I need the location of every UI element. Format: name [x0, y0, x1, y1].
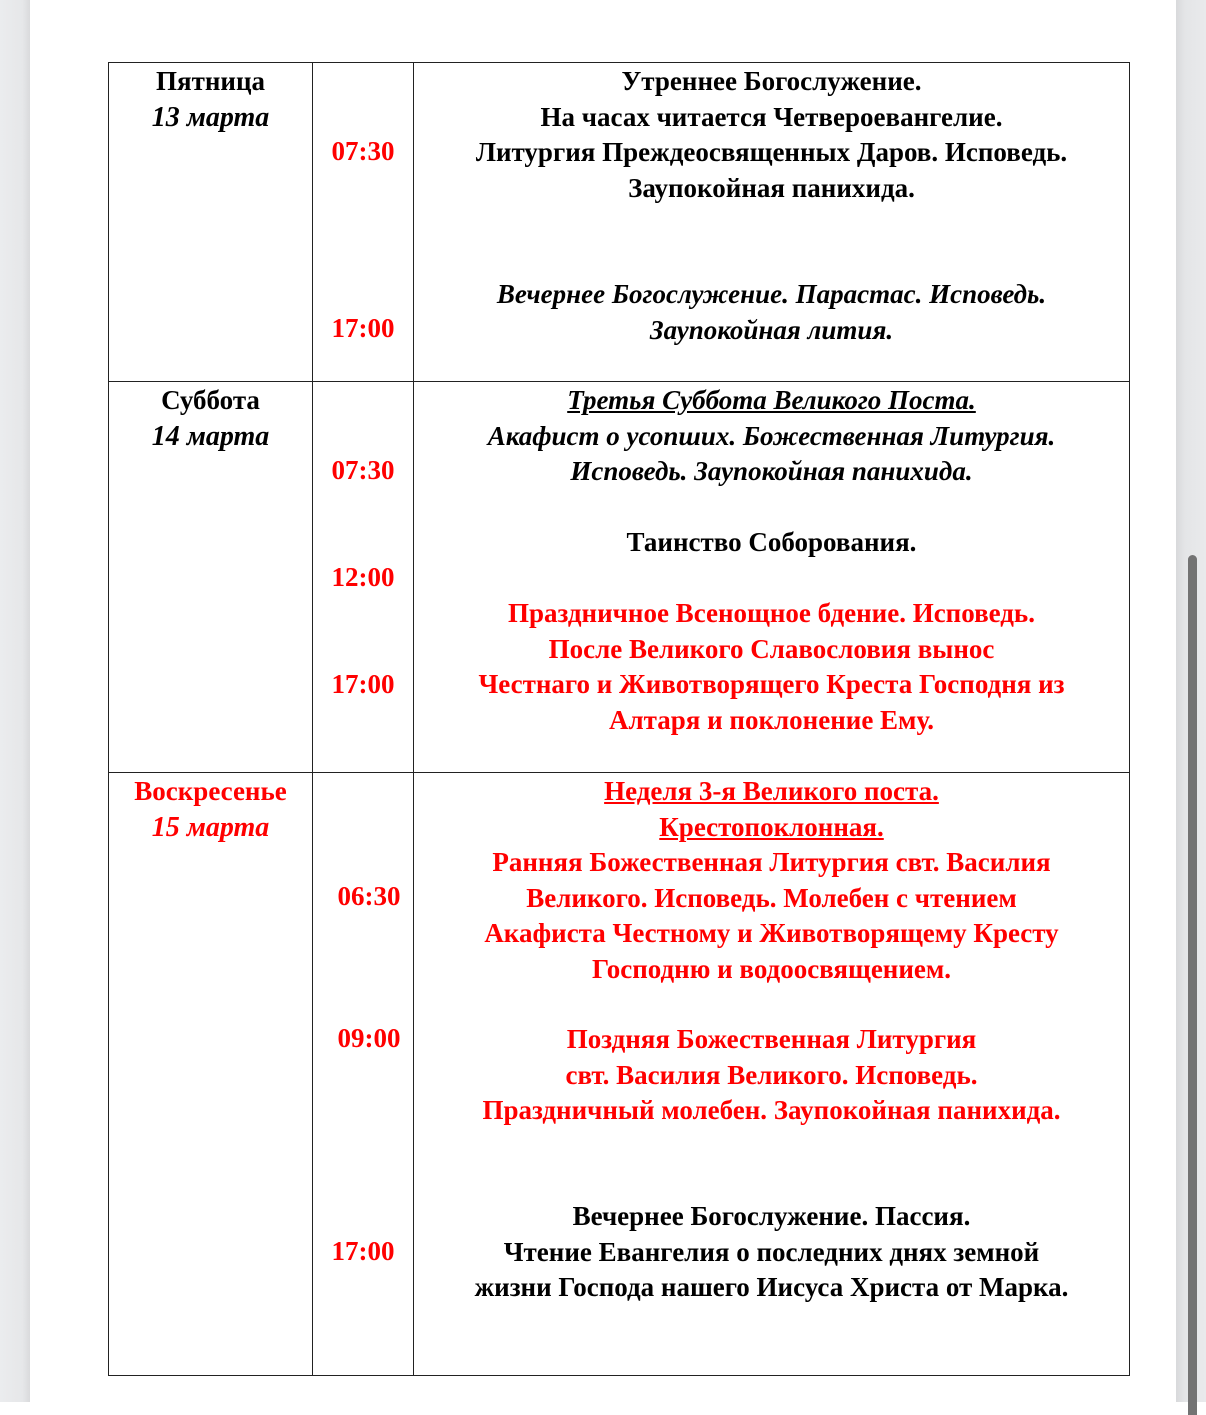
schedule-table	[108, 62, 1130, 1376]
service-block	[414, 1022, 1129, 1129]
service-line: жизни Господа нашего Иисуса Христа от Марка.	[474, 1272, 1069, 1302]
service-line: свт. Василия Великого. Исповедь.	[565, 1059, 978, 1090]
schedule-row-friday	[109, 63, 1130, 382]
service-line: Праздничное Всенощное бдение. Исповедь.	[508, 598, 1035, 628]
service-description-cell	[414, 382, 1130, 773]
scrollbar-thumb[interactable]	[1188, 555, 1197, 1415]
service-description-cell	[414, 773, 1130, 1376]
service-line: Великого. Исповедь. Молебен с чтением	[526, 882, 1017, 913]
time-cell	[313, 63, 414, 382]
heading-line: Неделя 3-я Великого поста.	[604, 776, 939, 806]
service-time: 07:30	[331, 136, 395, 166]
service-block	[414, 277, 1129, 348]
service-line: Поздняя Божественная Литургия	[566, 1024, 977, 1054]
service-time: 06:30	[337, 881, 401, 911]
service-line: Честнаго и Животворящего Креста Господня из	[478, 669, 1065, 699]
service-line: На часах читается Четвероевангелие.	[540, 101, 1003, 132]
service-line: Заупокойная панихида.	[628, 172, 915, 203]
day-date: 13 марта	[151, 101, 270, 133]
service-line: Вечернее Богослужение. Пассия.	[572, 1201, 971, 1231]
service-block	[414, 525, 1129, 561]
day-name: Пятница	[155, 66, 266, 96]
day-name: Воскресенье	[134, 776, 287, 806]
service-line: Ранняя Божественная Литургия свт. Василия	[492, 847, 1051, 877]
service-time: 12:00	[331, 562, 395, 592]
day-cell	[109, 773, 313, 1376]
day-date: 14 марта	[151, 420, 270, 452]
left-margin	[0, 0, 30, 1402]
service-line: Исповедь. Заупокойная панихида.	[570, 456, 973, 486]
service-line: Утреннее Богослужение.	[621, 66, 922, 96]
day-cell	[109, 382, 313, 773]
service-line: Литургия Преждеосвященных Даров. Исповедь.	[475, 137, 1068, 167]
day-heading	[414, 774, 1129, 810]
heading-line: Крестопоклонная.	[659, 811, 884, 842]
service-time: 17:00	[331, 1236, 395, 1266]
service-line: Праздничный молебен. Заупокойная панихида.	[482, 1095, 1061, 1125]
service-line: Алтаря и поклонение Ему.	[608, 704, 934, 735]
schedule-row-sunday	[109, 773, 1130, 1376]
service-block	[414, 596, 1129, 738]
schedule-row-saturday	[109, 382, 1130, 773]
time-cell	[313, 773, 414, 1376]
service-time: 07:30	[331, 455, 395, 485]
service-line: Господню и водоосвящением.	[591, 953, 952, 984]
service-description-cell	[414, 63, 1130, 382]
service-line: Чтение Евангелия о последних днях земной	[503, 1236, 1040, 1267]
service-block	[414, 774, 1129, 987]
service-block	[414, 64, 1129, 206]
service-line: После Великого Славословия вынос	[548, 633, 995, 664]
service-line: Вечернее Богослужение. Парастас. Исповедь.	[496, 279, 1047, 309]
day-heading	[414, 810, 1129, 846]
service-line: Акафист о усопших. Божественная Литургия.	[487, 420, 1056, 451]
service-block	[414, 383, 1129, 490]
service-time: 17:00	[331, 669, 395, 699]
day-heading: Третья Суббота Великого Поста.	[567, 385, 976, 415]
service-line: Заупокойная лития.	[649, 314, 894, 345]
time-cell	[313, 382, 414, 773]
service-time: 09:00	[337, 1023, 401, 1053]
day-date: 15 марта	[151, 811, 270, 843]
day-name: Суббота	[161, 385, 260, 415]
service-line: Акафиста Честному и Животворящему Кресту	[484, 918, 1059, 948]
service-time: 17:00	[331, 313, 395, 343]
service-block	[414, 1199, 1129, 1306]
service-line: Таинство Соборования.	[626, 527, 917, 557]
day-cell	[109, 63, 313, 382]
